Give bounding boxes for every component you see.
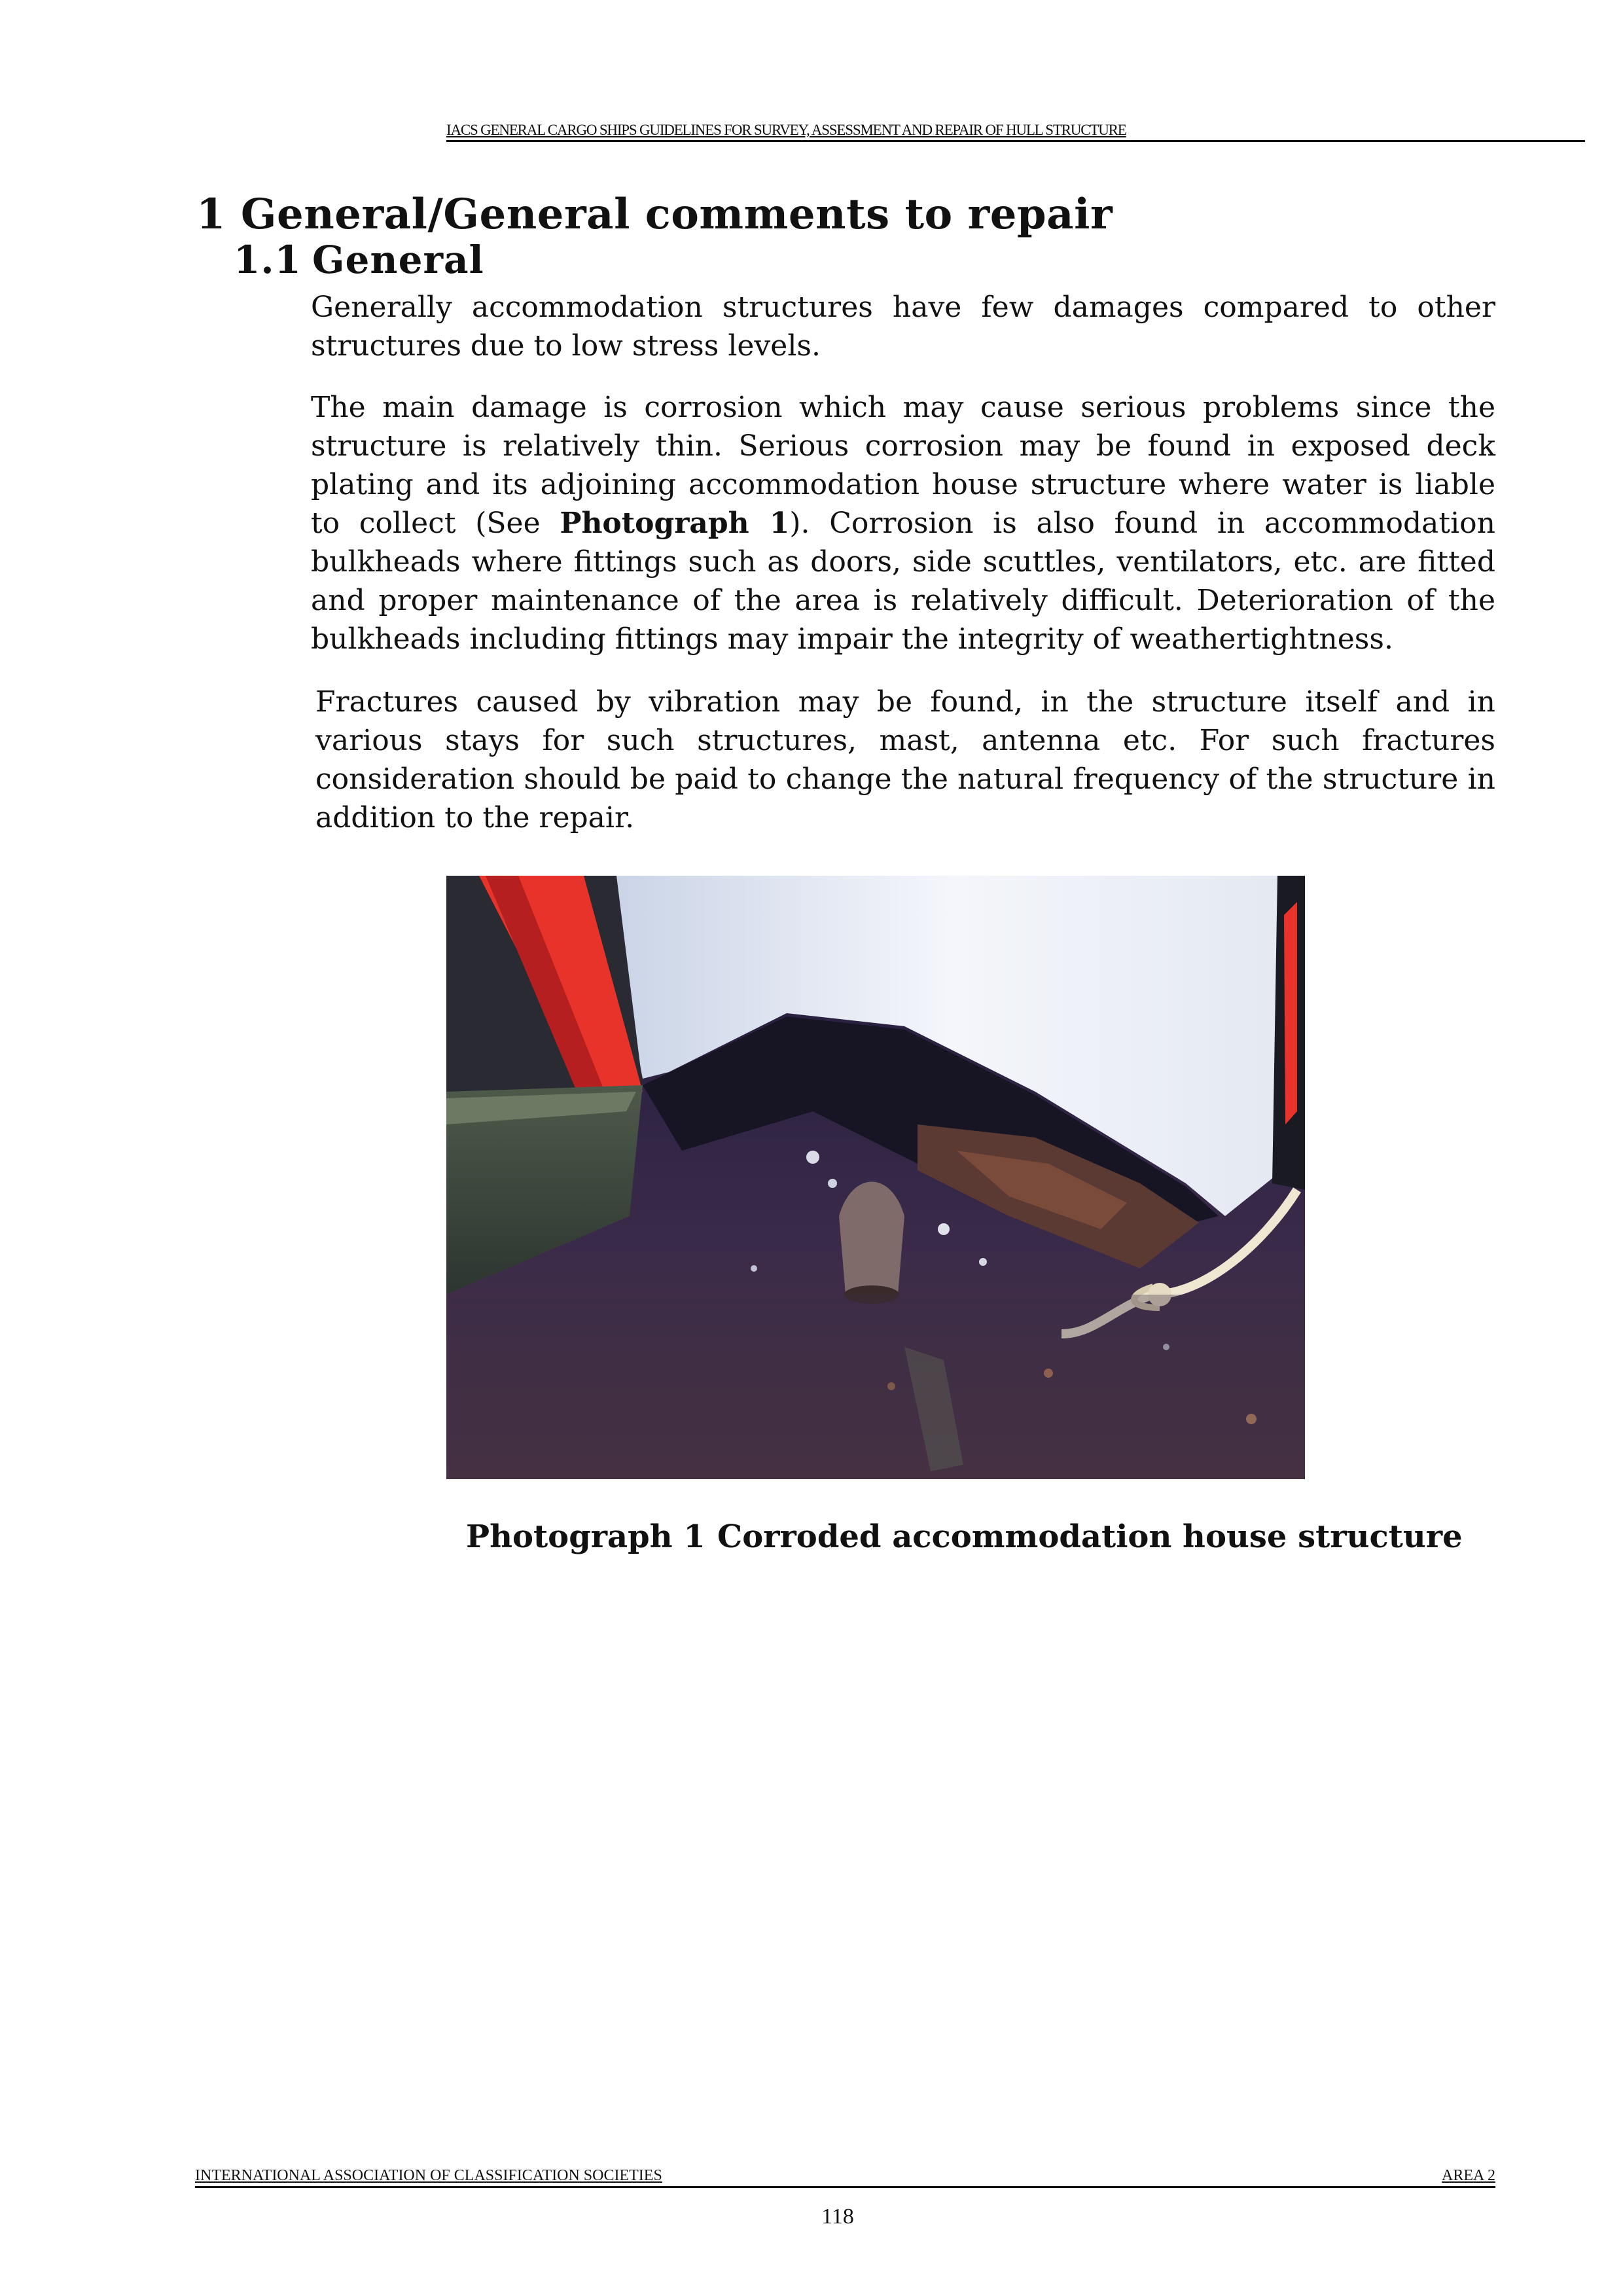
running-title: IACS GENERAL CARGO SHIPS GUIDELINES FOR SURVEY, ASSESSMENT AND REPAIR OF HULL STRUCTURE [446, 122, 1126, 138]
running-header [446, 117, 1585, 142]
subsection-number: 1.1 [234, 238, 302, 282]
corroded-structure-photograph [446, 876, 1305, 1479]
paragraph-corrosion-part-b: ). Corrosion is also found in accommodation bulkheads where fittings such as doors, side scuttles, ventilators, etc. are fitted and proper maintenance of the area is relatively difficult. Deterioration of the bulkheads including fittings may impair the integrity of weathertightness. [311, 507, 1495, 656]
paragraph-corrosion-part-a: The main damage is corrosion which may cause serious problems since the structure is relatively thin. Serious corrosion may be found in exposed deck plating and its adjoining accommodation house structure where water is liable to collect (See [311, 391, 1495, 540]
page-number: 118 [821, 2204, 854, 2229]
paragraph-intro: Generally accommodation structures have few damages compared to other structures due to low stress levels. [311, 291, 1495, 363]
paragraph-corrosion [311, 388, 1495, 658]
caption-label: Photograph 1 [466, 1518, 705, 1555]
page-footer [195, 2165, 1495, 2188]
footer-area: AREA 2 [1441, 2167, 1495, 2184]
paragraph-fractures: Fractures caused by vibration may be found, in the structure itself and in various stays for such structures, mast, antenna etc. For such fractures consideration should be paid to change the natural frequency of the structure in addition to the repair. [315, 685, 1495, 834]
subsection-title: General [312, 238, 484, 282]
photograph-caption [466, 1518, 1463, 1555]
footer-organization: INTERNATIONAL ASSOCIATION OF CLASSIFICATION SOCIETIES [195, 2167, 662, 2184]
section-title: 1 General/General comments to repair [196, 190, 1113, 239]
caption-text: Corroded accommodation house structure [717, 1518, 1463, 1555]
photograph-reference: Photograph 1 [560, 507, 790, 540]
subsection-heading [234, 238, 484, 282]
